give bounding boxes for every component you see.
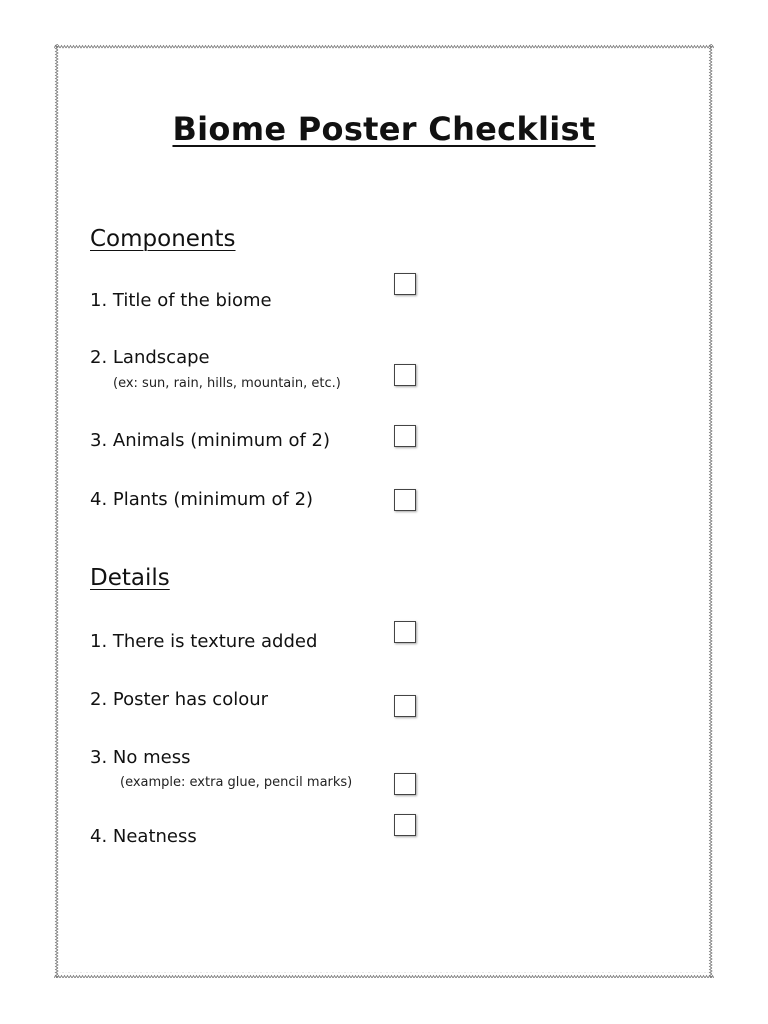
detail-texture-checkbox[interactable]: [394, 621, 416, 643]
component-item-animals: 3. Animals (minimum of 2): [90, 430, 330, 451]
component-landscape-checkbox[interactable]: [394, 364, 416, 386]
page-title: Biome Poster Checklist: [172, 110, 596, 148]
detail-neatness-checkbox[interactable]: [394, 814, 416, 836]
detail-item-texture: 1. There is texture added: [90, 631, 318, 652]
component-plants-checkbox[interactable]: [394, 489, 416, 511]
detail-item-colour: 2. Poster has colour: [90, 689, 269, 710]
component-item-landscape: 2. Landscape: [90, 347, 210, 368]
components-heading: Components: [90, 226, 236, 252]
detail-colour-checkbox[interactable]: [394, 695, 416, 717]
detail-no-mess-checkbox[interactable]: [394, 773, 416, 795]
detail-no-mess-note: (example: extra glue, pencil marks): [120, 775, 353, 790]
detail-item-no-mess: 3. No mess: [90, 747, 191, 768]
details-heading: Details: [90, 565, 170, 591]
component-animals-checkbox[interactable]: [394, 425, 416, 447]
detail-item-neatness: 4. Neatness: [90, 826, 197, 847]
component-title-checkbox[interactable]: [394, 273, 416, 295]
component-landscape-note: (ex: sun, rain, hills, mountain, etc.): [113, 376, 341, 391]
component-item-plants: 4. Plants (minimum of 2): [90, 489, 314, 510]
component-item-title: 1. Title of the biome: [90, 290, 272, 311]
